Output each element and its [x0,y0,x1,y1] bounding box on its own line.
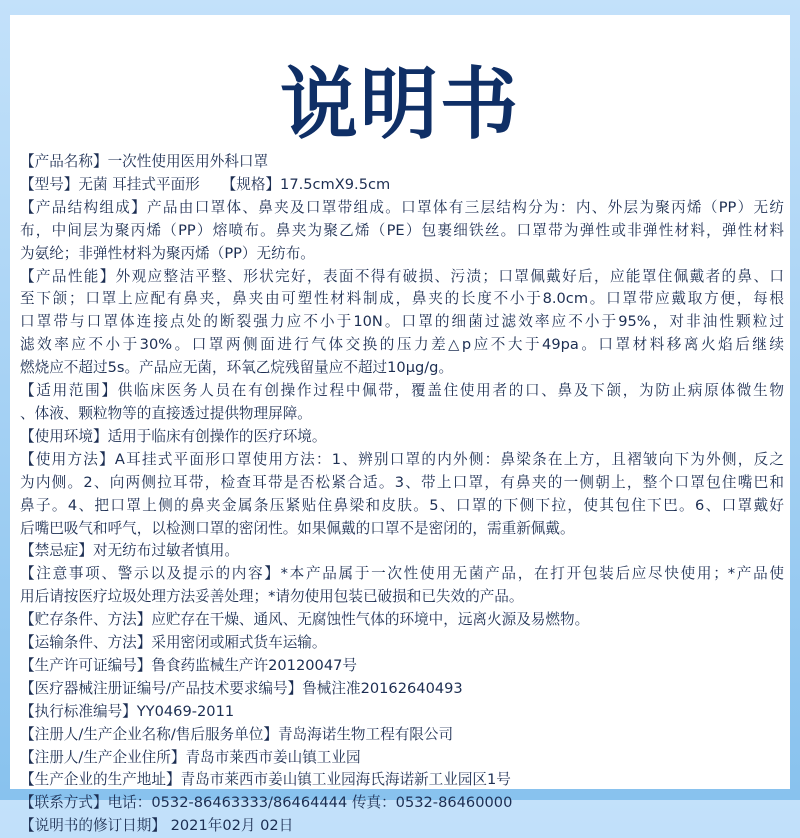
section-label: 【说明书的修订日期】 [20,817,166,835]
section-text: 2021年02月 02日 [165,817,294,835]
text-line [20,426,784,449]
text-line [20,815,784,838]
section [20,197,784,266]
text-line [20,655,784,678]
section-text: 采用密闭或厢式货车运输。 [151,634,327,652]
section-label: 【贮存条件、方法】 [20,611,152,629]
section-text: 为内侧。2、向两侧拉耳带，检查耳带是否松紧合适。3、带上口罩，有鼻夹的一侧朝上，整个口罩包住嘴巴和 [20,473,784,491]
text-line [20,563,784,586]
section [20,174,784,197]
text-line [20,334,784,357]
section [20,747,784,770]
text-line [20,540,784,563]
section-text: 后嘴巴吸气和呼气，以检测口罩的密闭性。如果佩戴的口罩不是密闭的，需重新佩戴。 [20,519,575,537]
section-text: 鼻子。4、把口罩上侧的鼻夹金属条压紧贴住鼻梁和皮肤。5、口罩的下侧下拉，使其包住下巴。6、口罩戴好 [20,496,784,514]
section-label: 【使用方法】 [20,450,115,468]
section-label: 【运输条件、方法】 [20,634,152,652]
text-line [20,609,784,632]
section [20,380,784,426]
section-text: 青岛市莱西市姜山镇工业园海氏海诺新工业园区1号 [180,771,511,789]
text-line [20,632,784,655]
section [20,609,784,632]
text-line [20,243,784,266]
section-text: 滤效率应不小于30%。口罩两侧面进行气体交换的压力差△p应不大于49pa。口罩材料移离火焰后继续 [20,336,784,354]
section [20,769,784,792]
text-line [20,701,784,724]
section-text: 对无纺布过敏者慎用。 [92,542,239,560]
text-line [20,586,784,609]
section-text: 无菌 耳挂式平面形 【规格】17.5cmX9.5cm [78,175,391,193]
document-panel [10,15,790,835]
section [20,655,784,678]
text-line [20,174,784,197]
section-text: A耳挂式平面形口罩使用方法：1、辨别口罩的内外侧：鼻梁条在上方，且褶皱向下为外侧，反之 [114,450,784,468]
section-label: 【禁忌症】 [20,542,93,560]
section [20,632,784,655]
section-label: 【执行标准编号】 [20,702,137,720]
section-label: 【产品结构组成】 [20,198,148,216]
section-text: 青岛市莱西市姜山镇工业园 [185,748,361,766]
section-label: 【注册人/生产企业住所】 [20,748,186,766]
section-label: 【产品性能】 [20,267,116,285]
section-text: 、体液、颗粒物等的直接透过提供物理屏障。 [20,404,312,422]
text-line [20,792,784,815]
text-line [20,220,784,243]
text-line [20,197,784,220]
section-text: 布，中间层为聚丙烯（PP）熔喷布。鼻夹为聚乙烯（PE）包裹细铁丝。口罩带为弹性或非弹性材料，弹性材料 [20,221,784,239]
section [20,792,784,815]
section-label: 【适用范围】 [20,382,118,400]
section-text: 鲁械注准20162640493 [302,679,463,697]
section-text: 至下颌；口罩上应配有鼻夹，鼻夹由可塑性材料制成，鼻夹的长度不小于8.0cm。口罩带应戴取方便，每根 [20,290,784,308]
section [20,701,784,724]
text-line [20,518,784,541]
section-text: 一次性使用医用外科口罩 [107,153,269,170]
section-label: 【生产企业的生产地址】 [20,771,181,789]
section-text: 为氨纶；非弹性材料为聚丙烯（PP）无纺布。 [20,244,315,262]
section [20,151,784,174]
section-text: YY0469-2011 [136,702,235,720]
text-line [20,266,784,289]
section-text: 供临床医务人员在有创操作过程中佩带，覆盖住使用者的口、鼻及下颌，为防止病原体微生物 [117,382,784,400]
section [20,540,784,563]
section-label: 【使用环境】 [20,427,108,445]
text-line [20,357,784,380]
page-title: 说明书 [279,60,520,150]
section-label: 【注册人/生产企业名称/售后服务单位】 [20,725,278,743]
text-line [20,449,784,472]
section-text: 用后请按医疗垃圾处理方法妥善处理；*请勿使用包装已破损和已失效的产品。 [20,588,524,606]
document-body [20,151,784,838]
section [20,563,784,609]
section-label: 【产品名称】 [20,153,108,170]
text-line [20,769,784,792]
section [20,815,784,838]
section-text: 产品由口罩体、鼻夹及口罩带组成。口罩体有三层结构分为：内、外层为聚丙烯（PP）无纺 [147,198,784,216]
section-text: *本产品属于一次性使用无菌产品，在打开包装后应尽快使用；*产品使 [280,565,784,583]
section [20,426,784,449]
text-line [20,472,784,495]
section-label: 【注意事项、警示以及提示的内容】 [20,565,281,583]
text-line [20,151,784,174]
section-text: 应贮存在干燥、通风、无腐蚀性气体的环境中，远离火源及易燃物。 [151,611,590,629]
text-line [20,747,784,770]
section-label: 【型号】 [20,175,79,193]
section-text: 适用于临床有创操作的医疗环境。 [107,427,327,445]
section [20,724,784,747]
section-text: 鲁食药监械生产许20120047号 [151,656,357,674]
section-text: 青岛海诺生物工程有限公司 [277,725,454,743]
section [20,266,784,381]
text-line [20,724,784,747]
text-line [20,495,784,518]
text-line [20,288,784,311]
section-label: 【联系方式】 [20,794,108,812]
section-text: 燃烧应不超过5s。产品应无菌，环氧乙烷残留量应不超过10μg/g。 [20,359,454,377]
text-line [20,311,784,334]
text-line [20,678,784,701]
text-line [20,403,784,426]
section-label: 【生产许可证编号】 [20,656,152,674]
section-text: 外观应整洁平整、形状完好，表面不得有破损、污渍；口罩佩戴好后，应能罩住佩戴者的鼻、口 [115,267,784,285]
section-text: 电话：0532-86463333/86464444 传真：0532-86460000 [107,794,513,812]
section [20,678,784,701]
text-line [20,380,784,403]
section [20,449,784,541]
section-text: 口罩带与口罩体连接点处的断裂强力应不小于10N。口罩的细菌过滤效率应不小于95%，对非油性颗粒过 [20,313,784,331]
section-label: 【医疗器械注册证编号/产品技术要求编号】 [20,679,303,697]
